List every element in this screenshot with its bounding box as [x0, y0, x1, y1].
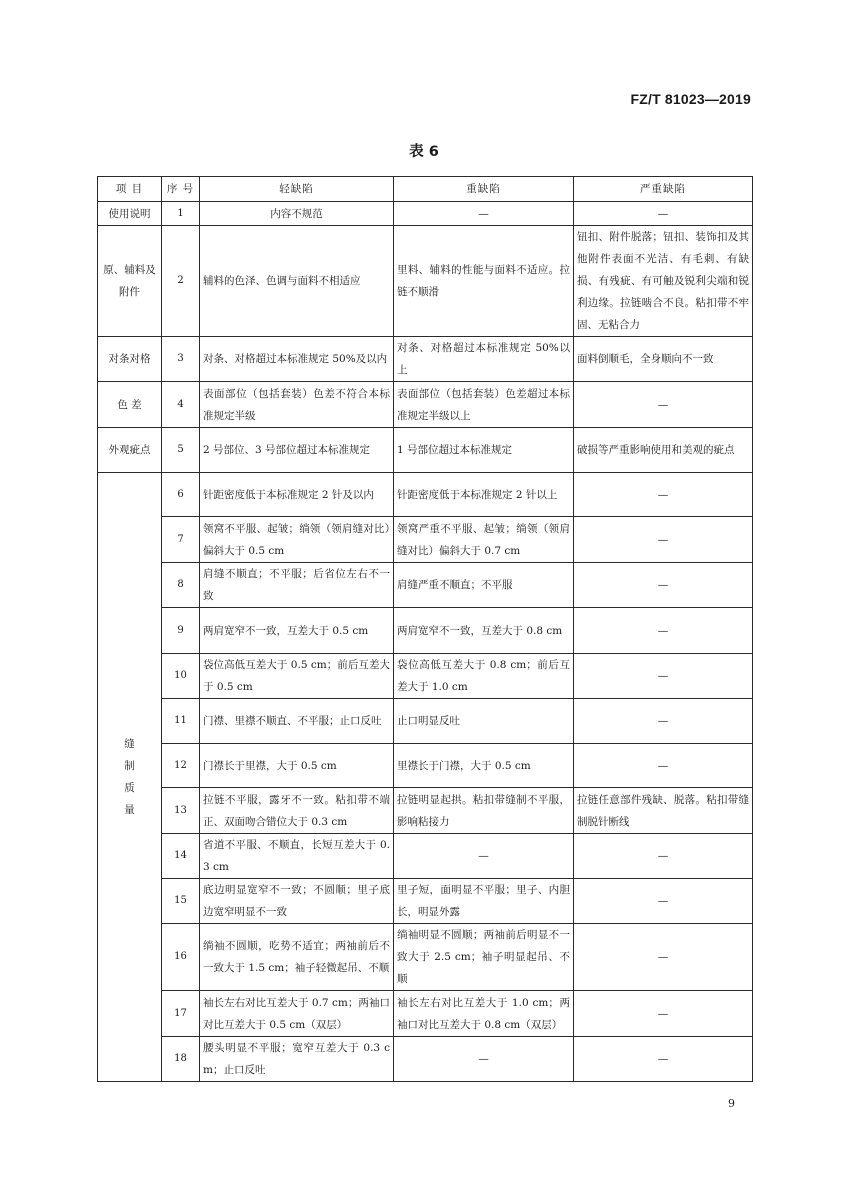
row-severe-defect: 钮扣、附件脱落；钮扣、装饰扣及其他附件表面不光洁、有毛刺、有缺损、有残疵、有可触及锐利尖端和锐利边缘。拉链啮合不良。粘扣带不牢固、无粘合力 [574, 226, 753, 337]
col-header-light: 轻缺陷 [200, 177, 394, 202]
row-light-defect: 门襟、里襟不顺直、不平服；止口反吐 [200, 699, 394, 744]
row-severe-defect: 面料倒顺毛，全身顺向不一致 [574, 337, 753, 382]
row-light-defect: 绱袖不圆顺，吃势不适宜；两袖前后不一致大于 1.5 cm；袖子轻微起吊、不顺 [200, 924, 394, 991]
row-severe-defect: 破损等严重影响使用和美观的疵点 [574, 428, 753, 473]
table-row [98, 654, 753, 699]
row-category: 使用说明 [98, 202, 162, 226]
row-light-defect: 两肩宽窄不一致，互差大于 0.5 cm [200, 608, 394, 654]
col-header-seq: 序 号 [162, 177, 200, 202]
row-category: 色 差 [98, 382, 162, 428]
row-heavy-defect: 里子短，面明显不平服；里子、内胆长，明显外露 [394, 879, 574, 924]
row-severe-defect: — [574, 382, 753, 428]
row-severe-defect: — [574, 744, 753, 788]
row-severe-defect: — [574, 1037, 753, 1082]
row-heavy-defect: 针距密度低于本标准规定 2 针以上 [394, 473, 574, 517]
row-heavy-defect: 拉链明显起拱。粘扣带缝制不平服，影响粘接力 [394, 788, 574, 834]
row-light-defect: 肩缝不顺直；不平服；后省位左右不一致 [200, 563, 394, 608]
row-heavy-defect: 两肩宽窄不一致，互差大于 0.8 cm [394, 608, 574, 654]
row-light-defect: 腰头明显不平服；宽窄互差大于 0.3 cm；止口反吐 [200, 1037, 394, 1082]
row-seq: 15 [162, 879, 200, 924]
row-seq: 7 [162, 517, 200, 563]
row-severe-defect: — [574, 608, 753, 654]
row-light-defect: 2 号部位、3 号部位超过本标准规定 [200, 428, 394, 473]
row-heavy-defect: 表面部位（包括套装）色差超过本标准规定半级以上 [394, 382, 574, 428]
row-seq: 12 [162, 744, 200, 788]
row-severe-defect: — [574, 991, 753, 1037]
row-seq: 11 [162, 699, 200, 744]
row-heavy-defect: — [394, 1037, 574, 1082]
row-seq: 16 [162, 924, 200, 991]
row-heavy-defect: — [394, 834, 574, 879]
table-row [98, 473, 753, 517]
table-row [98, 226, 753, 337]
row-heavy-defect: 里料、辅料的性能与面料不适应。拉链不顺滑 [394, 226, 574, 337]
row-light-defect: 内容不规范 [200, 202, 394, 226]
row-heavy-defect: 1 号部位超过本标准规定 [394, 428, 574, 473]
row-severe-defect: — [574, 699, 753, 744]
table-row [98, 834, 753, 879]
standard-code: FZ/T 81023—2019 [630, 91, 751, 107]
row-seq: 17 [162, 991, 200, 1037]
row-light-defect: 底边明显宽窄不一致；不圆顺；里子底边宽窄明显不一致 [200, 879, 394, 924]
col-header-item: 项 目 [98, 177, 162, 202]
row-severe-defect: — [574, 654, 753, 699]
row-light-defect: 门襟长于里襟，大于 0.5 cm [200, 744, 394, 788]
row-light-defect: 针距密度低于本标准规定 2 针及以内 [200, 473, 394, 517]
row-seq: 13 [162, 788, 200, 834]
table-row [98, 699, 753, 744]
row-heavy-defect: 肩缝严重不顺直；不平服 [394, 563, 574, 608]
table-row [98, 744, 753, 788]
row-heavy-defect: — [394, 202, 574, 226]
row-heavy-defect: 对条、对格超过本标准规定 50%以上 [394, 337, 574, 382]
row-seq: 18 [162, 1037, 200, 1082]
row-heavy-defect: 袋位高低互差大于 0.8 cm；前后互差大于 1.0 cm [394, 654, 574, 699]
row-seq: 6 [162, 473, 200, 517]
row-light-defect: 领窝不平服、起皱；绱领（领肩缝对比）偏斜大于 0.5 cm [200, 517, 394, 563]
table-row [98, 608, 753, 654]
row-heavy-defect: 止口明显反吐 [394, 699, 574, 744]
sewing-category [98, 473, 162, 1082]
col-header-severe: 严重缺陷 [574, 177, 753, 202]
row-light-defect: 表面部位（包括套装）色差不符合本标准规定半级 [200, 382, 394, 428]
row-light-defect: 对条、对格超过本标准规定 50%及以内 [200, 337, 394, 382]
col-header-heavy: 重缺陷 [394, 177, 574, 202]
row-severe-defect: — [574, 517, 753, 563]
row-heavy-defect: 绱袖明显不圆顺；两袖前后明显不一致大于 2.5 cm；袖子明显起吊、不顺 [394, 924, 574, 991]
page-number: 9 [728, 1097, 735, 1110]
row-heavy-defect: 里襟长于门襟，大于 0.5 cm [394, 744, 574, 788]
table-row [98, 202, 753, 226]
table-row [98, 991, 753, 1037]
row-seq: 5 [162, 428, 200, 473]
row-heavy-defect: 袖长左右对比互差大于 1.0 cm；两袖口对比互差大于 0.8 cm（双层） [394, 991, 574, 1037]
table-row [98, 517, 753, 563]
row-severe-defect: — [574, 924, 753, 991]
row-severe-defect: — [574, 202, 753, 226]
row-heavy-defect: 领窝严重不平服、起皱；绱领（领肩缝对比）偏斜大于 0.7 cm [394, 517, 574, 563]
table-row [98, 563, 753, 608]
table-title: 表 6 [409, 144, 439, 160]
table-row [98, 879, 753, 924]
table-row [98, 428, 753, 473]
table-row [98, 788, 753, 834]
sewing-category-label: 缝制质量 [124, 738, 135, 816]
row-seq: 9 [162, 608, 200, 654]
row-seq: 2 [162, 226, 200, 337]
row-seq: 8 [162, 563, 200, 608]
row-category: 外观疵点 [98, 428, 162, 473]
row-severe-defect: — [574, 473, 753, 517]
table-row [98, 337, 753, 382]
row-light-defect: 辅料的色泽、色调与面料不相适应 [200, 226, 394, 337]
row-severe-defect: — [574, 879, 753, 924]
row-seq: 10 [162, 654, 200, 699]
row-severe-defect: — [574, 834, 753, 879]
row-category: 原、辅料及附件 [98, 226, 162, 337]
defect-table [97, 176, 753, 1082]
row-seq: 14 [162, 834, 200, 879]
row-severe-defect: 拉链任意部件残缺、脱落。粘扣带缝制脱针断线 [574, 788, 753, 834]
table-row [98, 382, 753, 428]
row-seq: 3 [162, 337, 200, 382]
row-light-defect: 袖长左右对比互差大于 0.7 cm；两袖口对比互差大于 0.5 cm（双层） [200, 991, 394, 1037]
table-row [98, 924, 753, 991]
table-row [98, 1037, 753, 1082]
row-light-defect: 袋位高低互差大于 0.5 cm；前后互差大于 0.5 cm [200, 654, 394, 699]
row-light-defect: 拉链不平服，露牙不一致。粘扣带不端正、双面吻合错位大于 0.3 cm [200, 788, 394, 834]
row-severe-defect: — [574, 563, 753, 608]
row-category: 对条对格 [98, 337, 162, 382]
row-light-defect: 省道不平服、不顺直，长短互差大于 0.3 cm [200, 834, 394, 879]
row-seq: 1 [162, 202, 200, 226]
row-seq: 4 [162, 382, 200, 428]
table-header-row [98, 177, 753, 202]
